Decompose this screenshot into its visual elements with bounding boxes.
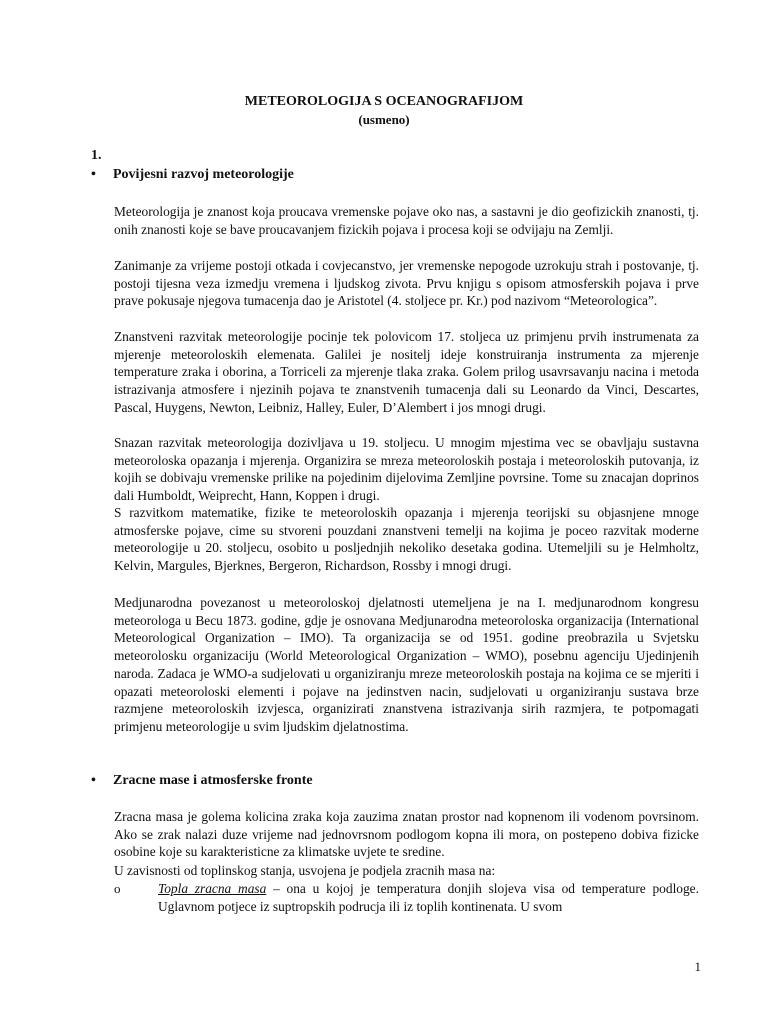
paragraph: Meteorologija je znanost koja proucava vremenske pojave oko nas, a sastavni je dio geofizickih znanosti, tj. onih znanosti koje se bave proucavanjem fizickih pojava i procesa koji se odvijaju na Zemlji. bbox=[114, 204, 699, 237]
paragraph: Medjunarodna povezanost u meteoroloskoj djelatnosti utemeljena je na I. medjunarodnom kongresu meteorologa u Becu 1873. godine, gdje je osnovana Medjunarodna meteoroloska organizacija (International Meteorological Organization – IMO). Ta organizacija se od 1951. godine preobrazila u Svjetsku meteorolosku organizaciju (World Meteorological Organization – WMO), posebnu agenciju Ujedinjenih naroda. Zadaca je WMO-a sudjelovati u organiziranju mreze meteoroloskih postaja na kojima ce se mjeriti i opazati meteoroloski elementi i pojave na jedinstven nacin, sudjelovati u organiziranju sustava brze razmjene meteoroloskih izvjesca, organizirati znanstvena istrazivanja sirih razmjera, te potpomagati primjenu meteorologije u svim ljudskim djelatnostima. bbox=[114, 595, 699, 734]
list-item-text bbox=[136, 880, 699, 915]
page-number: 1 bbox=[694, 959, 701, 974]
paragraph: U zavisnosti od toplinskog stanja, usvojena je podjela zracnih masa na: bbox=[114, 863, 496, 878]
sub-list-item bbox=[114, 880, 699, 915]
section-heading-air-masses bbox=[91, 773, 313, 789]
list-item-description: – ona u kojoj je temperatura donjih slojeva visa od temperature podloge. Uglavnom potjece iz suptropskih podrucja ili iz toplih kontinenata. U svom bbox=[158, 881, 699, 914]
bullet-icon: • bbox=[91, 773, 96, 788]
paragraph: S razvitkom matematike, fizike te meteoroloskih opazanja i mjerenja teorijski su objasnjene mnoge atmosferske pojave, cime su stvoreni pouzdani znanstveni temelji na kojima je poceo razvitak moderne meteorologije u 20. stoljecu, osobito u posljednjih nekoliko desetaka godina. Utemeljili su je Helmholtz, Kelvin, Margules, Bjerknes, Bergeron, Richardson, Rossby i mnogi drugi. bbox=[114, 505, 699, 574]
list-marker-icon: o bbox=[114, 881, 121, 896]
section-number: 1. bbox=[91, 148, 102, 163]
section-heading-text: Povijesni razvoj meteorologije bbox=[113, 167, 294, 182]
paragraph: Znanstveni razvitak meteorologije pocinje tek polovicom 17. stoljeca uz primjenu prvih instrumenata za mjerenje meteoroloskih elemenata. Galilei je nositelj ideje konstruiranja instrumenta za mjerenje temperature zraka i oborina, a Torriceli za mjerenje tlaka zraka. Golem prilog usavrsavanju nacina i metoda istrazivanja atmosfere i njezinih pojava te znanstvenih tumacenja dali su Leonardo da Vinci, Descartes, Pascal, Huygens, Newton, Leibniz, Halley, Euler, D’Alembert i jos mnogi drugi. bbox=[114, 329, 699, 415]
document-title: METEOROLOGIJA S OCEANOGRAFIJOM bbox=[244, 94, 524, 109]
paragraph: Zanimanje za vrijeme postoji otkada i covjecanstvo, jer vremenske nepogode uzrokuju strah i postovanje, tj. postoji tijesna veza izmedju vremena i ljudskog zivota. Prvu knjigu s opisom atmosferskih pojava i prve prave pokusaje njegova tumacenja dao je Aristotel (4. stoljece pr. Kr.) pod nazivom “Meteorologica”. bbox=[114, 258, 699, 309]
document-subtitle: (usmeno) bbox=[358, 112, 410, 127]
paragraph: Snazan razvitak meteorologija dozivljava u 19. stoljecu. U mnogim mjestima vec se obavljaju sustavna meteoroloska opazanja i mjerenja. Organizira se mreza meteoroloskih postaja i meteoroloskih putovanja, iz kojih se dobivaju vremenske prilike na pojedinim dijelovima Zemljine povrsine. Tome su znacajan doprinos dali Humboldt, Weiprecht, Hann, Koppen i drugi. bbox=[114, 435, 699, 504]
paragraph: Zracna masa je golema kolicina zraka koja zauzima znatan prostor nad kopnenom ili vodenom povrsinom. Ako se zrak nalazi duze vrijeme nad jednovrsnom podlogom kopna ili mora, on postepeno dobiva fizicke osobine koje su karakteristicne za klimatske uvjete te sredine. bbox=[114, 809, 699, 860]
section-heading-text: Zracne mase i atmosferske fronte bbox=[113, 773, 313, 788]
list-item-term: Topla zracna masa bbox=[158, 881, 267, 896]
section-heading-history bbox=[91, 167, 294, 183]
bullet-icon: • bbox=[91, 167, 96, 182]
